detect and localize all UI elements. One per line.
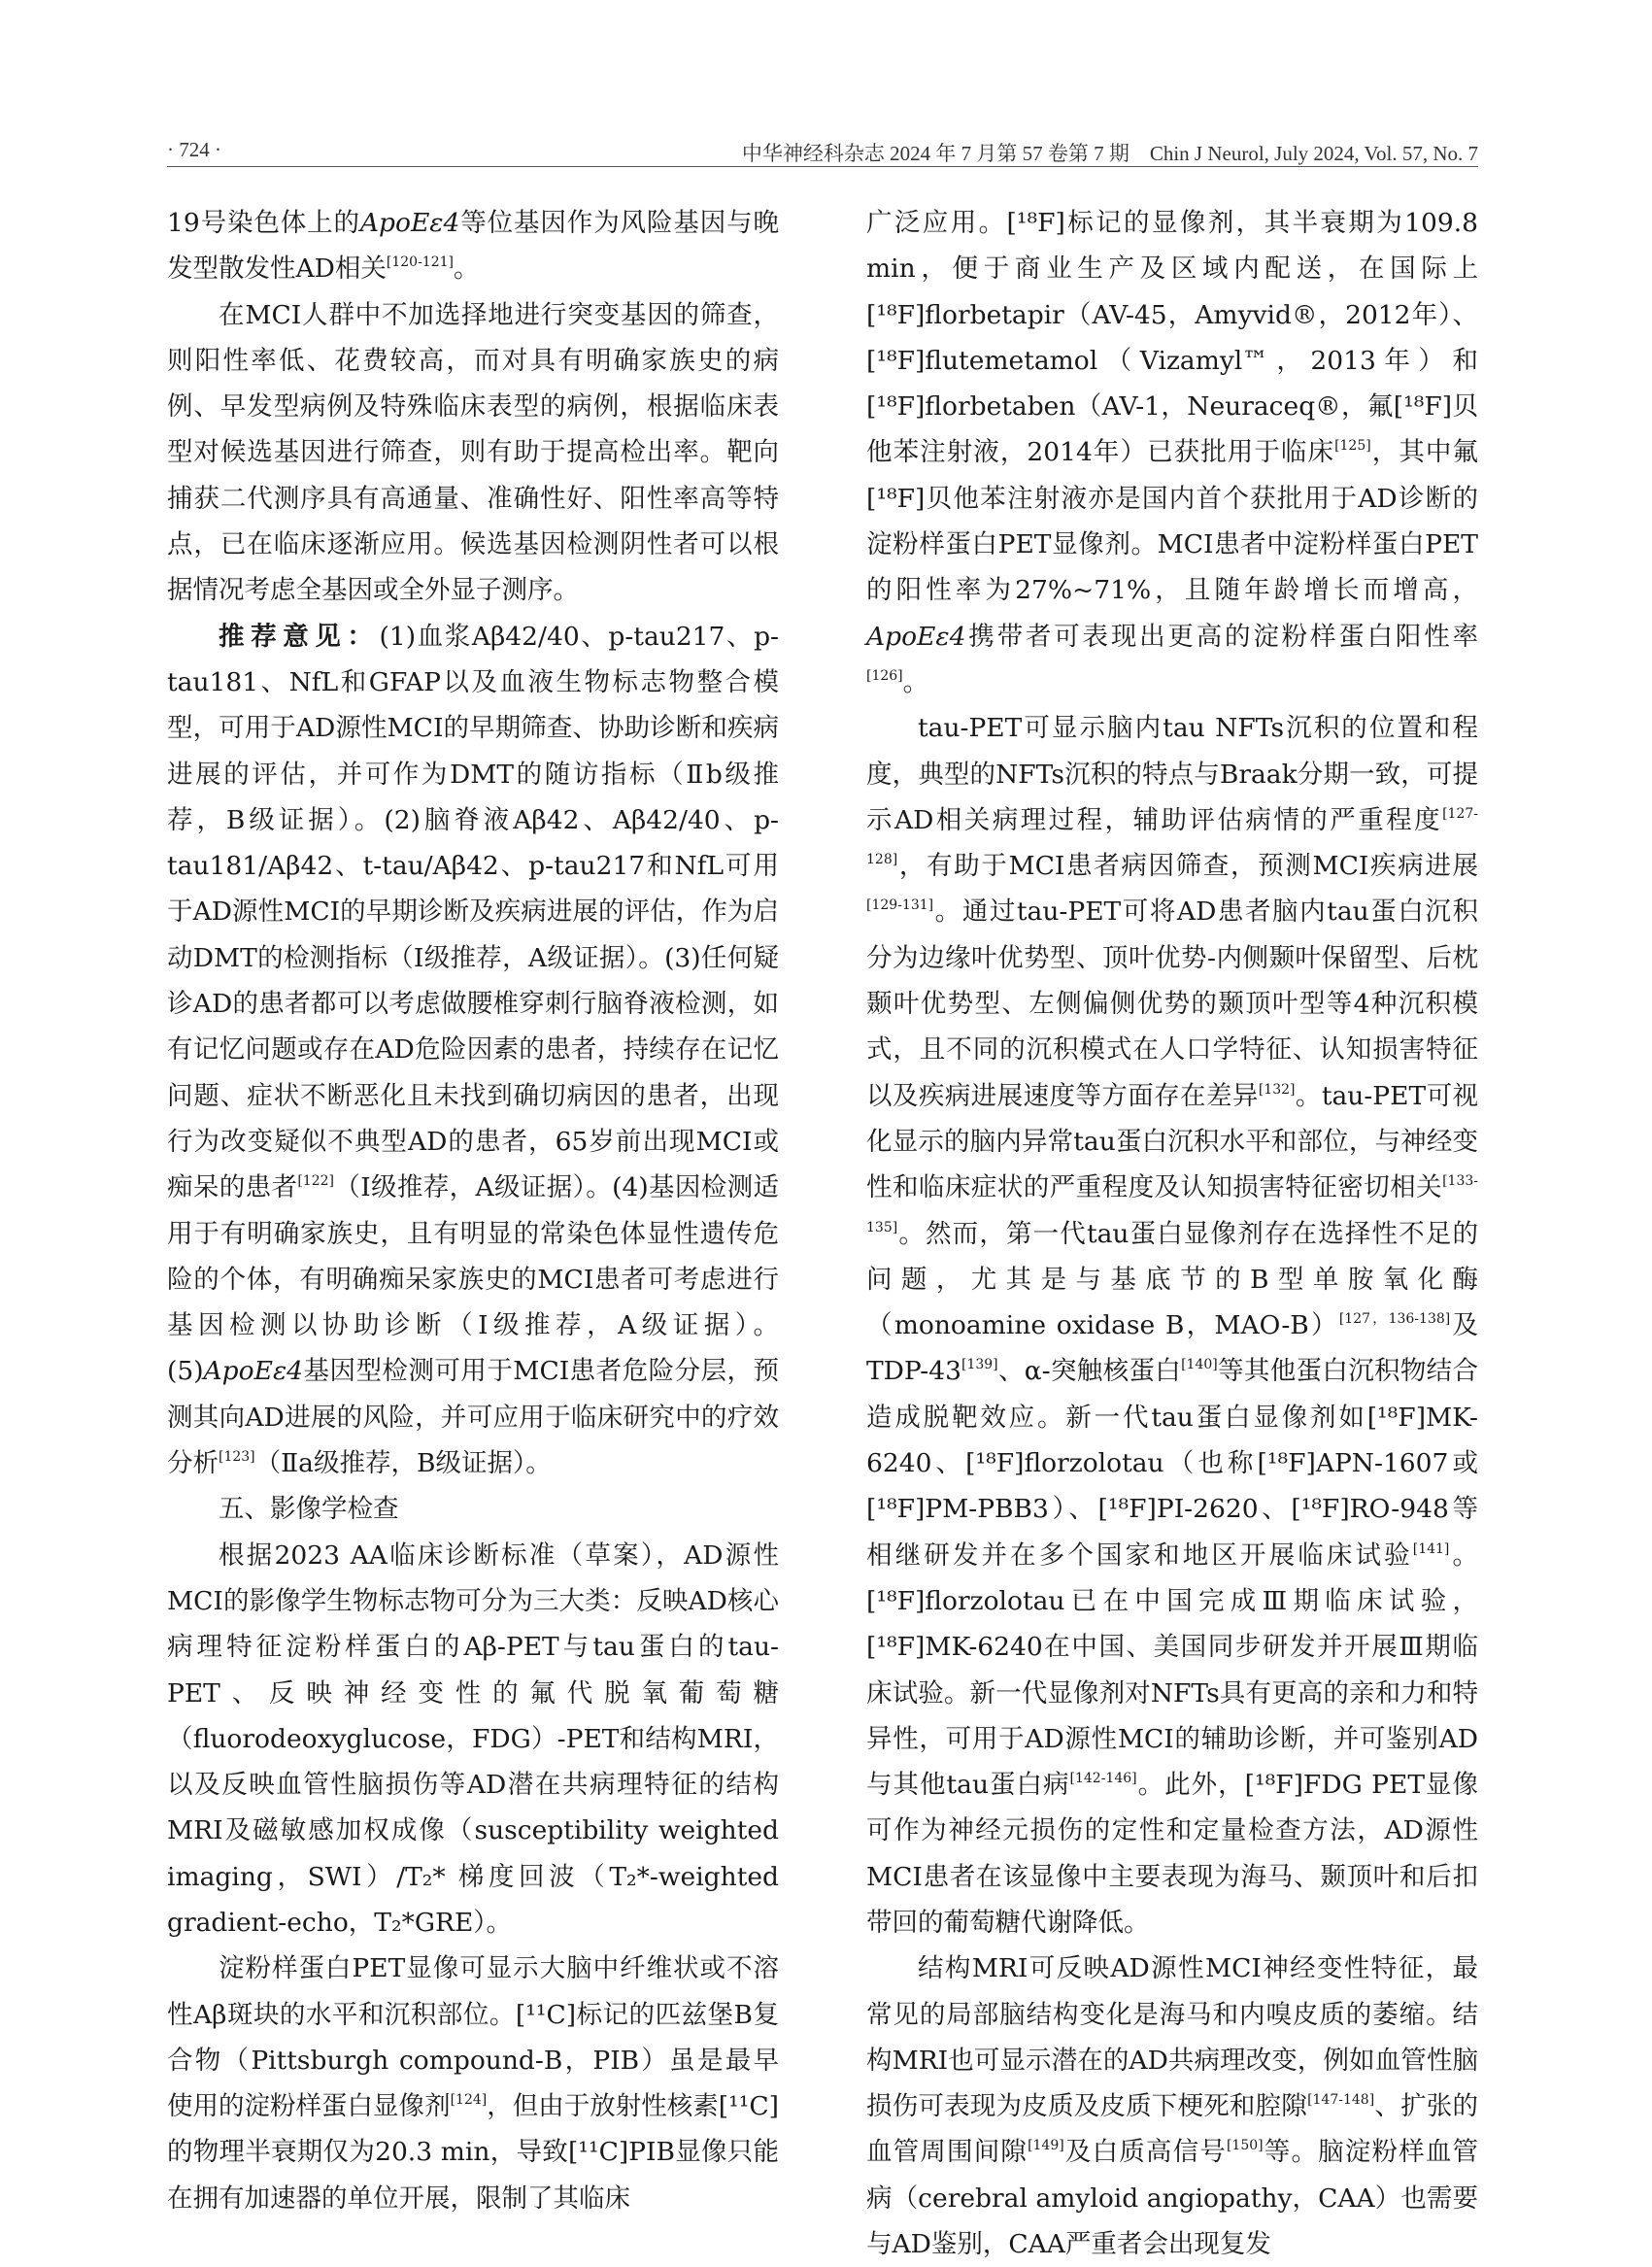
text-run: 等位基因作为风险基因与晚发型散发性AD相关 (167, 208, 779, 285)
citation-ref: [139] (961, 1357, 998, 1373)
recommendation-heading: 推荐意见： (219, 621, 380, 652)
gene-name: ApoEε4 (203, 1356, 304, 1387)
citation-ref: [133-135] (866, 1173, 1478, 1235)
text-run: （Ⅰ级推荐，A级证据）。(4)基因检测适用于有明确家族史，且有明显的常染色体显性遗传危险的个体，有明确痴呆家族史的MCI患者可考虑进行基因检测以协助诊断（Ⅰ级推荐，A级证据）。(5) (167, 1172, 779, 1387)
gene-name: ApoEε4 (866, 621, 966, 652)
paragraph (167, 1946, 779, 2221)
text-run: 淀粉样蛋白PET显像可显示大脑中纤维状或不溶性Aβ斑块的水平和沉积部位。[¹¹C]标记的匹兹堡B复合物（Pittsburgh compound-B，PIB）虽是最早使用的淀粉样蛋白显像剂 (167, 1953, 779, 2122)
text-run: (1)血浆Aβ42/40、p-tau217、p-tau181、NfL和GFAP以及血液生物标志物整合模型，可用于AD源性MCI的早期筛查、协助诊断和疾病进展的评估，并可作为DMT的随访指标（Ⅱb级推荐，B级证据）。(2)脑脊液Aβ42、Aβ42/40、p-tau181/Aβ42、t-tau/Aβ42、p-tau217和NfL可用于AD源性MCI的早期诊断及疾病进展的评估，作为启动DMT的检测指标（Ⅰ级推荐，A级证据）。(3)任何疑诊AD的患者都可以考虑做腰椎穿刺行脑脊液检测，如有记忆问题或存在AD危险因素的患者，持续存在记忆问题、症状不断恶化且未找到确切病因的患者，出现行为改变疑似不典型AD的患者，65岁前出现MCI或痴呆的患者 (167, 621, 780, 1203)
text-run: 19号染色体上的 (167, 208, 360, 238)
text-run: （Ⅱa级推荐，B级证据）。 (254, 1448, 552, 1479)
text-run: 、扩张的血管周围间隙 (866, 2091, 1479, 2168)
page-number: · 724 · (167, 138, 221, 161)
citation-ref: [126] (866, 667, 903, 684)
header-rule (167, 166, 1478, 167)
citation-ref: [140] (1181, 1357, 1218, 1373)
running-header (167, 134, 1478, 165)
paragraph (866, 200, 1478, 705)
paragraph: 在MCI人群中不加选择地进行突变基因的筛查，则阳性率低、花费较高，而对具有明确家族史的病例、早发型病例及特殊临床表型的病例，根据临床表型对候选基因进行筛查，则有助于提高检出率。靶向捕获二代测序具有高通量、准确性好、阳性率高等特点，已在临床逐渐应用。候选基因检测阴性者可以根据情况考虑全基因或全外显子测序。 (167, 299, 779, 606)
journal-citation: 中华神经科杂志 2024 年 7 月第 57 卷第 7 期 Chin J Neurol, July 2024, Vol. 57, No. 7 (741, 142, 1478, 165)
text-run: tau-PET可显示脑内tau NFTs沉积的位置和程度，典型的NFTs沉积的特点与Braak分期一致，可提示AD相关病理过程，辅助评估病情的严重程度 (866, 713, 1478, 835)
text-run: 结构MRI可反映AD源性MCI神经变性特征，最常见的局部脑结构变化是海马和内嗅皮质的萎缩。结构MRI也可显示潜在的AD共病理改变，例如血管性脑损伤可表现为皮质及皮质下梗死和腔隙 (866, 1953, 1478, 2122)
text-run: 。然而，第一代tau蛋白显像剂存在选择性不足的问题，尤其是与基底节的B型单胺氧化酶（monoamine oxidase B，MAO-B） (866, 1218, 1478, 1341)
citation-ref: [123] (219, 1449, 255, 1466)
text-run: 等。脑淀粉样血管病（cerebral amyloid angiopathy，CAA）也需要与AD鉴别，CAA严重者会出现复发 (866, 2137, 1479, 2260)
citation-ref: [147-148] (1307, 2092, 1375, 2109)
citation-ref: [132] (1258, 1081, 1296, 1098)
text-run: 广泛应用。[¹⁸F]标记的显像剂，其半衰期为109.8 min，便于商业生产及区域内配送，在国际上[¹⁸F]florbetapir（AV-45，Amyvid®，2012年）、[¹⁸F]flutemetamol（Vizamyl™，2013年）和[¹⁸F]florbetaben（AV-1，Neuraceq®，氟[¹⁸F]贝他苯注射液，2014年）已获批用于临床 (866, 208, 1478, 468)
paragraph: 根据2023 AA临床诊断标准（草案），AD源性MCI的影像学生物标志物可分为三大类：反映AD核心病理特征淀粉样蛋白的Aβ-PET与tau蛋白的tau-PET、反映神经变性的氟代脱氧葡萄糖（fluorodeoxyglucose，FDG）-PET和结构MRI，以及反映血管性脑损伤等AD潜在共病理特征的结构MRI及磁敏感加权成像（susceptibility weighted imaging，SWI）/T₂* 梯度回波（T₂*-weighted gradient-echo，T₂*GRE）。 (167, 1540, 779, 1938)
text-run: 。此外，[¹⁸F]FDG PET显像可作为神经元损伤的定性和定量检查方法，AD源性MCI患者在该显像中主要表现为海马、颞顶叶和后扣带回的葡萄糖代谢降低。 (866, 1770, 1479, 1938)
citation-ref: [149] (1028, 2138, 1064, 2154)
citation-ref: [120-121] (386, 254, 454, 271)
text-run: ，其中氟[¹⁸F]贝他苯注射液亦是国内首个获批用于AD诊断的淀粉样蛋白PET显像剂。MCI患者中淀粉样蛋白PET的阳性率为27%~71%，且随年龄增长而增高， (866, 437, 1478, 606)
text-run: 及白质高信号 (1063, 2137, 1227, 2168)
paragraph (167, 200, 779, 292)
text-run: 。[¹⁸F]florzolotau已在中国完成Ⅲ期临床试验，[¹⁸F]MK-6240在中国、美国同步研发并开展Ⅲ期临床试验。新一代显像剂对NFTs具有更高的亲和力和特异性，可用于AD源性MCI的辅助诊断，并可鉴别AD与其他tau蛋白病 (866, 1540, 1479, 1801)
text-run: 、α-突触核蛋白 (997, 1356, 1182, 1387)
text-run: 。tau-PET可视化显示的脑内异常tau蛋白沉积水平和部位，与神经变性和临床症状的严重程度及认知损害特征密切相关 (866, 1080, 1478, 1203)
citation-ref: [122] (297, 1173, 334, 1190)
citation-ref: [129-131] (866, 897, 934, 914)
section-heading: 五、影像学检查 (219, 1494, 399, 1525)
citation-ref: [141] (1412, 1540, 1450, 1557)
right-column (866, 200, 1478, 2267)
text-run: 携带者可表现出更高的淀粉样蛋白阳性率 (965, 621, 1478, 652)
left-column (167, 200, 779, 2221)
text-run: ，有助于MCI患者病因筛查，预测MCI疾病进展 (897, 851, 1478, 882)
paragraph-recommendation (167, 614, 779, 1487)
citation-ref: [127-128] (866, 805, 1478, 868)
citation-ref: [125] (1334, 438, 1371, 455)
text-run: 及TDP-43 (866, 1310, 1478, 1387)
text-run: 。 (454, 254, 480, 285)
paragraph (866, 705, 1478, 1946)
text-run: ，但由于放射性核素[¹¹C]的物理半衰期仅为20.3 min，导致[¹¹C]PIB显像只能在拥有加速器的单位开展，限制了其临床 (167, 2091, 780, 2214)
citation-ref: [124] (450, 2092, 488, 2109)
paragraph (866, 1946, 1478, 2267)
text-run: 。通过tau-PET可将AD患者脑内tau蛋白沉积分为边缘叶优势型、顶叶优势-内侧颞叶保留型、后枕颞叶优势型、左侧偏侧优势的颞顶叶型等4种沉积模式，且不同的沉积模式在人口学特征、认知损害特征以及疾病进展速度等方面存在差异 (866, 897, 1478, 1111)
text-run: 基因型检测可用于MCI患者危险分层，预测其向AD进展的风险，并可应用于临床研究中的疗效分析 (167, 1356, 779, 1479)
text-run: 等其他蛋白沉积物结合造成脱靶效应。新一代tau蛋白显像剂如[¹⁸F]MK-6240、[¹⁸F]florzolotau（也称[¹⁸F]APN-1607或[¹⁸F]PM-PBB3）、[¹⁸F]PI-2620、[¹⁸F]RO-948等相继研发并在多个国家和地区开展临床试验 (866, 1356, 1478, 1571)
citation-ref: [127，136-138] (1338, 1311, 1451, 1328)
text-run: 。 (902, 666, 929, 697)
gene-name: ApoEε4 (359, 208, 460, 238)
citation-ref: [142-146] (1069, 1771, 1137, 1787)
citation-ref: [150] (1226, 2138, 1264, 2154)
